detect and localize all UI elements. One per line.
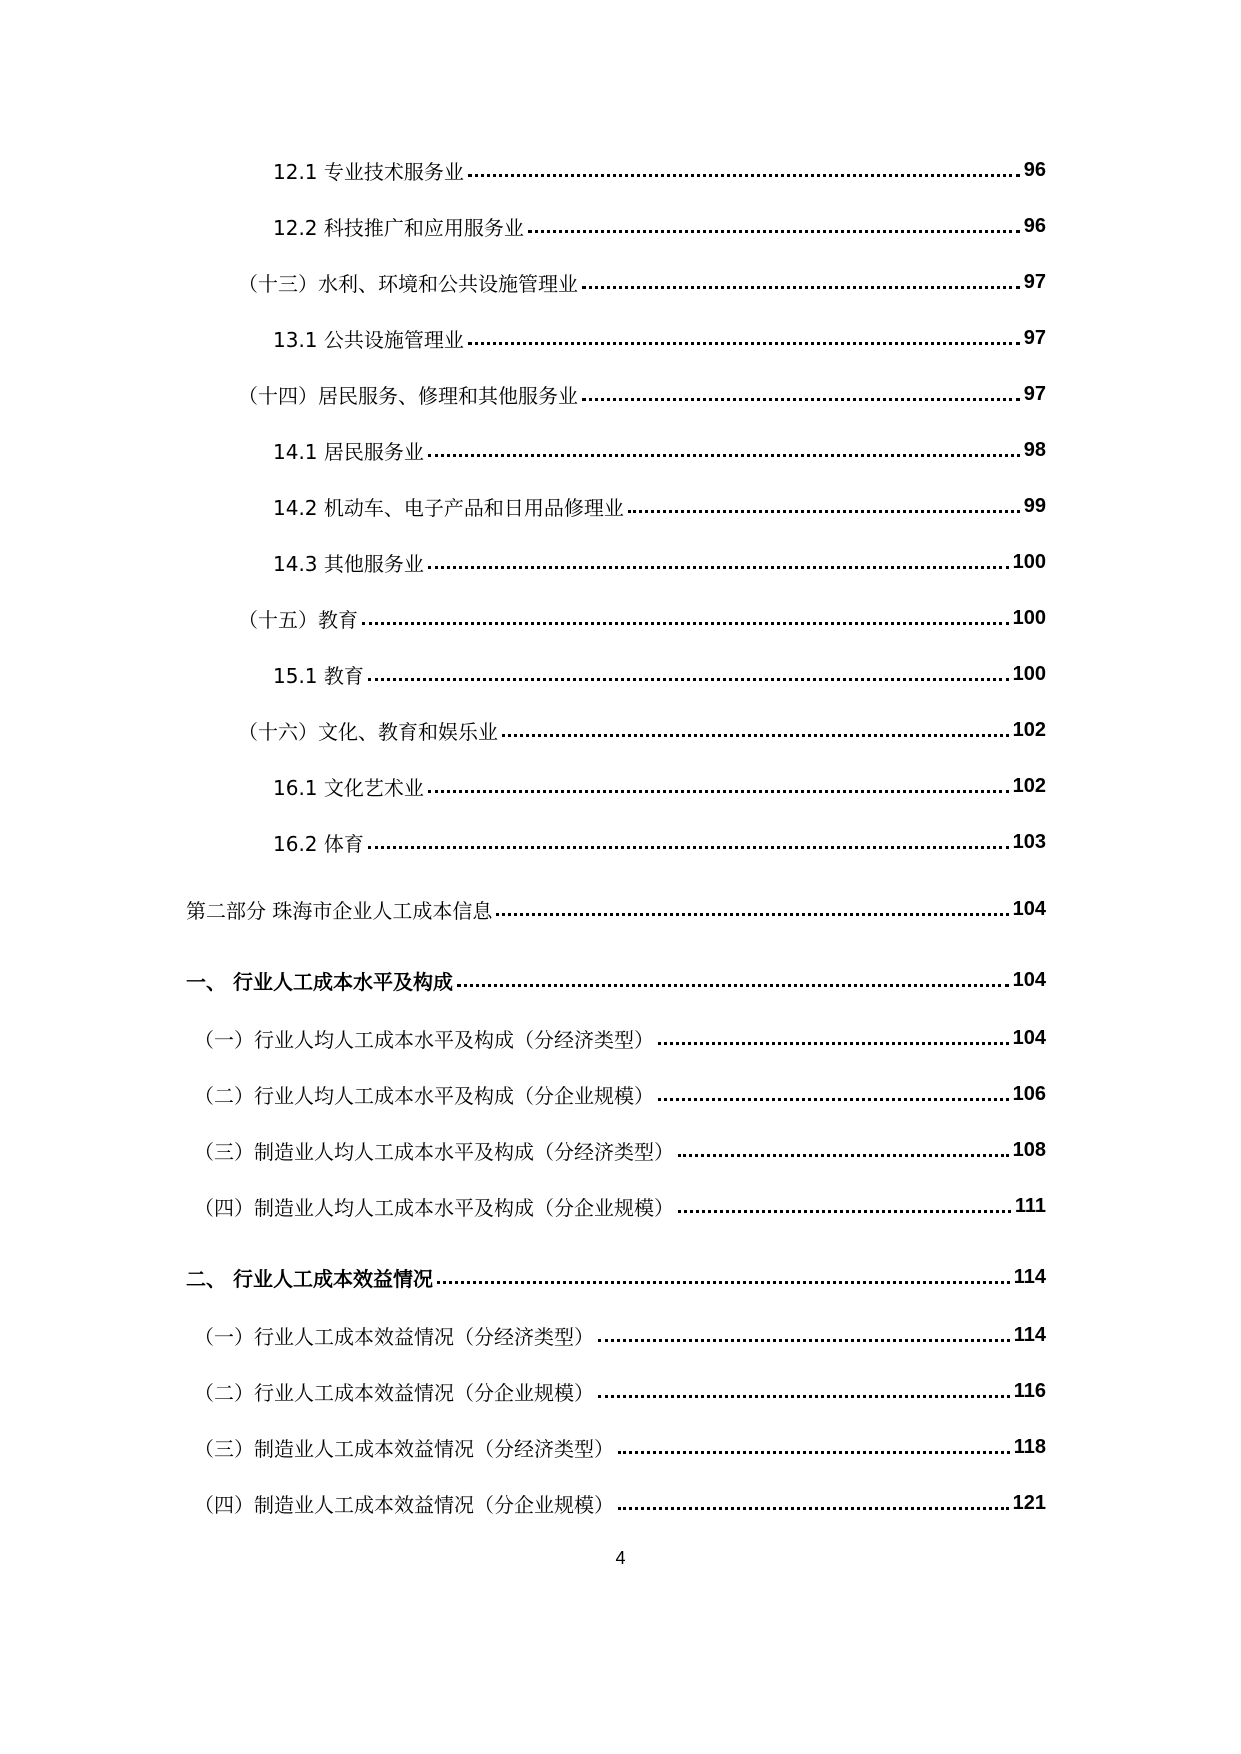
toc-entry-title: 14.2 机动车、电子产品和日用品修理业 xyxy=(273,492,624,521)
toc-entry-page: 106 xyxy=(1012,1082,1046,1105)
toc-entry-page: 96 xyxy=(1023,214,1046,237)
toc-entry[interactable] xyxy=(0,769,1241,803)
toc-entry-title: 14.1 居民服务业 xyxy=(273,436,424,465)
toc-entry[interactable] xyxy=(0,601,1241,635)
page-number: 4 xyxy=(615,1548,626,1568)
toc-entry-title: 16.1 文化艺术业 xyxy=(273,772,424,801)
toc-entry[interactable] xyxy=(0,489,1241,523)
toc-entry-page: 104 xyxy=(1012,897,1046,920)
dot-leader xyxy=(428,566,1009,569)
toc-entry-page: 102 xyxy=(1012,718,1046,741)
toc-entry-page: 98 xyxy=(1023,438,1046,461)
toc-entry-page: 103 xyxy=(1012,830,1046,853)
dot-leader xyxy=(598,1339,1010,1342)
toc-entry-title: （十四）居民服务、修理和其他服务业 xyxy=(238,380,578,409)
toc-entry-page: 116 xyxy=(1013,1379,1046,1402)
toc-entry-title: （十五）教育 xyxy=(238,604,358,633)
toc-entry[interactable] xyxy=(0,1021,1241,1055)
toc-entry-title: （十六）文化、教育和娱乐业 xyxy=(238,716,498,745)
toc-entry-title: （一）行业人工成本效益情况（分经济类型） xyxy=(194,1321,594,1350)
toc-entry-title: 12.2 科技推广和应用服务业 xyxy=(273,212,524,241)
toc-entry-page: 96 xyxy=(1023,158,1046,181)
toc-entry[interactable] xyxy=(0,657,1241,691)
dot-leader xyxy=(628,510,1020,513)
toc-entry[interactable] xyxy=(0,153,1241,187)
toc-entry-page: 97 xyxy=(1023,326,1046,349)
toc-entry-page: 111 xyxy=(1014,1194,1046,1217)
dot-leader xyxy=(428,790,1009,793)
toc-entry-page: 114 xyxy=(1013,1265,1046,1288)
toc-entry[interactable] xyxy=(0,1133,1241,1167)
toc-entry[interactable] xyxy=(0,1077,1241,1111)
dot-leader xyxy=(428,454,1020,457)
toc-entry-title: 13.1 公共设施管理业 xyxy=(273,324,464,353)
dot-leader xyxy=(678,1210,1011,1213)
toc-entry[interactable] xyxy=(0,963,1241,997)
toc-entry-title: （二）行业人均人工成本水平及构成（分企业规模） xyxy=(194,1080,654,1109)
dot-leader xyxy=(598,1395,1010,1398)
dot-leader xyxy=(437,1281,1010,1284)
dot-leader xyxy=(618,1451,1010,1454)
toc-entry-page: 100 xyxy=(1012,550,1046,573)
toc-entry-page: 121 xyxy=(1012,1491,1046,1514)
toc-entry[interactable] xyxy=(0,1189,1241,1223)
toc-entry-title: （三）制造业人均人工成本水平及构成（分经济类型） xyxy=(194,1136,674,1165)
toc-entry[interactable] xyxy=(0,1486,1241,1520)
toc-entry-page: 97 xyxy=(1023,382,1046,405)
toc-entry-title: 14.3 其他服务业 xyxy=(273,548,424,577)
toc-entry-title: 二、 行业人工成本效益情况 xyxy=(186,1263,433,1292)
toc-entry-title: （二）行业人工成本效益情况（分企业规模） xyxy=(194,1377,594,1406)
toc-entry-title: 12.1 专业技术服务业 xyxy=(273,156,464,185)
toc-entry[interactable] xyxy=(0,1318,1241,1352)
toc-entry-page: 104 xyxy=(1012,968,1046,991)
toc-entry-page: 104 xyxy=(1012,1026,1046,1049)
toc-entry-page: 114 xyxy=(1013,1323,1046,1346)
dot-leader xyxy=(658,1098,1009,1101)
dot-leader xyxy=(658,1042,1009,1045)
toc-entry-title: （四）制造业人均人工成本水平及构成（分企业规模） xyxy=(194,1192,674,1221)
toc-entry-title: 16.2 体育 xyxy=(273,828,364,857)
dot-leader xyxy=(368,846,1009,849)
toc-entry-title: 一、 行业人工成本水平及构成 xyxy=(186,966,453,995)
toc-entry[interactable] xyxy=(0,377,1241,411)
dot-leader xyxy=(457,984,1009,987)
toc-entry[interactable] xyxy=(0,1260,1241,1294)
dot-leader xyxy=(582,286,1020,289)
toc-entry-page: 100 xyxy=(1012,606,1046,629)
toc-entry-title: （一）行业人均人工成本水平及构成（分经济类型） xyxy=(194,1024,654,1053)
dot-leader xyxy=(528,230,1020,233)
toc-entry-title: （三）制造业人工成本效益情况（分经济类型） xyxy=(194,1433,614,1462)
dot-leader xyxy=(678,1154,1009,1157)
dot-leader xyxy=(618,1507,1009,1510)
dot-leader xyxy=(496,913,1008,916)
toc-entry[interactable] xyxy=(0,433,1241,467)
toc-entry-page: 118 xyxy=(1013,1435,1046,1458)
toc-entry[interactable] xyxy=(0,209,1241,243)
toc-entry[interactable] xyxy=(0,265,1241,299)
toc-entry-page: 99 xyxy=(1023,494,1046,517)
toc-entry[interactable] xyxy=(0,1430,1241,1464)
toc-entry-page: 100 xyxy=(1012,662,1046,685)
dot-leader xyxy=(468,342,1020,345)
dot-leader xyxy=(362,622,1009,625)
toc-entry[interactable] xyxy=(0,713,1241,747)
toc-entry[interactable] xyxy=(0,892,1241,926)
toc-entry-title: 第二部分 珠海市企业人工成本信息 xyxy=(186,895,492,924)
dot-leader xyxy=(502,734,1009,737)
toc-entry-title: （十三）水利、环境和公共设施管理业 xyxy=(238,268,578,297)
toc-entry-title: （四）制造业人工成本效益情况（分企业规模） xyxy=(194,1489,614,1518)
toc-entry[interactable] xyxy=(0,1374,1241,1408)
dot-leader xyxy=(582,398,1020,401)
dot-leader xyxy=(368,678,1009,681)
toc-entry[interactable] xyxy=(0,825,1241,859)
toc-entry[interactable] xyxy=(0,321,1241,355)
toc-entry-page: 108 xyxy=(1012,1138,1046,1161)
dot-leader xyxy=(468,174,1020,177)
toc-entry-title: 15.1 教育 xyxy=(273,660,364,689)
toc-entry-page: 97 xyxy=(1023,270,1046,293)
toc-entry[interactable] xyxy=(0,545,1241,579)
toc-entry-page: 102 xyxy=(1012,774,1046,797)
